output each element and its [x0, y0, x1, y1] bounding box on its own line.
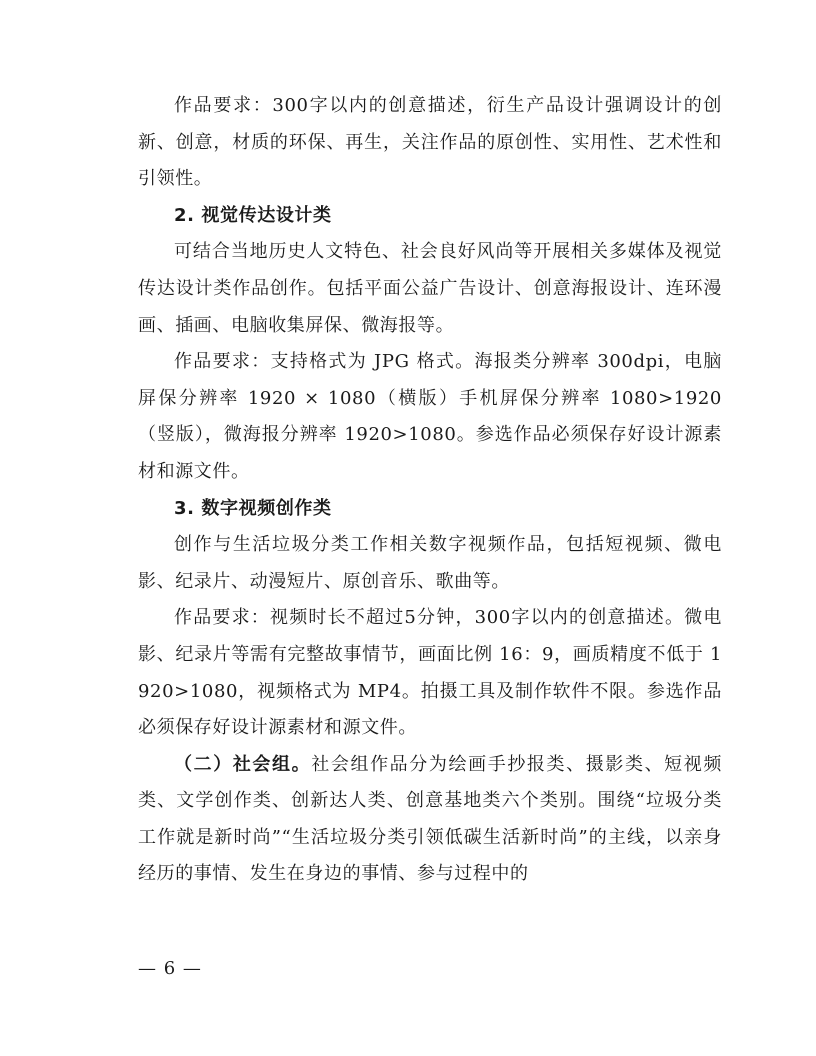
page-number: — 6 — — [138, 958, 202, 979]
paragraph-visual-design-intro: 可结合当地历史人文特色、社会良好风尚等开展相关多媒体及视觉传达设计类作品创作。包括平面公益广告设计、创意海报设计、连环漫画、插画、电脑收集屏保、微海报等。 — [138, 241, 722, 336]
heading-digital-video: 3. 数字视频创作类 — [174, 497, 332, 519]
page-body — [138, 88, 722, 893]
social-group-lead: （二）社会组。 — [174, 753, 312, 775]
paragraph-digital-video-requirements: 作品要求：视频时长不超过5分钟，300字以内的创意描述。微电影、纪录片等需有完整故事情节，画面比例 16：9，画质精度不低于 1920>1080，视频格式为 MP4。拍摄工具及制作软件不限。参选作品必须保存好设计源素材和源文件。 — [138, 607, 722, 739]
heading-visual-design: 2. 视觉传达设计类 — [174, 204, 332, 226]
paragraph-design-requirements: 作品要求：300字以内的创意描述，衍生产品设计强调设计的创新、创意，材质的环保、再生，关注作品的原创性、实用性、艺术性和引领性。 — [138, 95, 722, 190]
paragraph-visual-design-requirements: 作品要求：支持格式为 JPG 格式。海报类分辨率 300dpi，电脑屏保分辨率 1920 × 1080（横版）手机屏保分辨率 1080>1920（竖版），微海报分辨率 1920>1080。参选作品必须保存好设计源素材和源文件。 — [138, 351, 722, 482]
paragraph-digital-video-intro: 创作与生活垃圾分类工作相关数字视频作品，包括短视频、微电影、纪录片、动漫短片、原创音乐、歌曲等。 — [138, 534, 722, 592]
paragraph-social-group — [138, 747, 722, 893]
social-group-text: 社会组作品分为绘画手抄报类、摄影类、短视频类、文学创作类、创新达人类、创意基地类六个类别。围绕“垃圾分类工作就是新时尚”“生活垃圾分类引领低碳生活新时尚”的主线，以亲身经历的事情、发生在身边的事情、参与过程中的 — [138, 753, 722, 885]
